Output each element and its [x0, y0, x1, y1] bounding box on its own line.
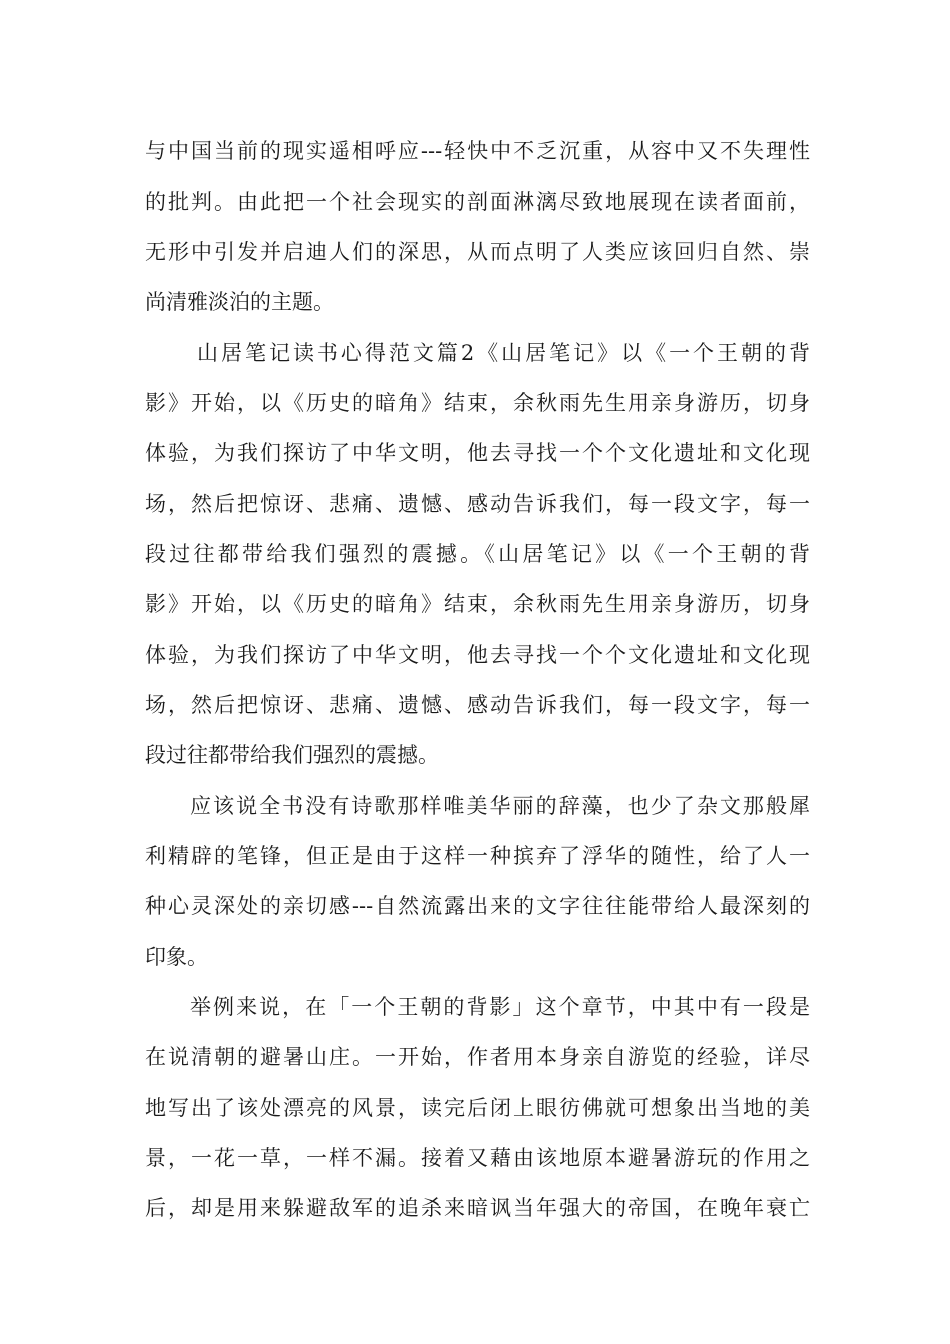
paragraph-4-line-2: 在说清朝的避暑山庄。一开始，作者用本身亲自游览的经验，详尽	[145, 1045, 810, 1069]
paragraph-2-line-3: 体验，为我们探访了中华文明，他去寻找一个个文化遗址和文化现	[145, 441, 810, 465]
paragraph-3-line-1: 应该说全书没有诗歌那样唯美华丽的辞藻，也少了杂文那般犀	[190, 794, 810, 818]
paragraph-2-line-1: 山居笔记读书心得范文篇2《山居笔记》以《一个王朝的背	[197, 341, 810, 365]
paragraph-2-line-2: 影》开始，以《历史的暗角》结束，余秋雨先生用亲身游历，切身	[145, 391, 810, 415]
paragraph-4-line-1: 举例来说，在「一个王朝的背影」这个章节，中其中有一段是	[190, 995, 810, 1019]
paragraph-2-line-4: 场，然后把惊讶、悲痛、遗憾、感动告诉我们，每一段文字，每一	[145, 492, 810, 516]
paragraph-4-line-3: 地写出了该处漂亮的风景，读完后闭上眼彷佛就可想象出当地的美	[145, 1096, 810, 1120]
paragraph-3-line-3: 种心灵深处的亲切感---自然流露出来的文字往往能带给人最深刻的	[145, 894, 810, 918]
paragraph-1-line-1: 与中国当前的现实遥相呼应---轻快中不乏沉重，从容中又不失理性	[145, 139, 810, 163]
paragraph-1-line-3: 无形中引发并启迪人们的深思，从而点明了人类应该回归自然、崇	[145, 240, 810, 264]
paragraph-2-line-6: 影》开始，以《历史的暗角》结束，余秋雨先生用亲身游历，切身	[145, 592, 810, 616]
paragraph-4-line-4: 景，一花一草，一样不漏。接着又藉由该地原本避暑游玩的作用之	[145, 1146, 810, 1170]
paragraph-2-line-7: 体验，为我们探访了中华文明，他去寻找一个个文化遗址和文化现	[145, 643, 810, 667]
paragraph-1-line-2: 的批判。由此把一个社会现实的剖面淋漓尽致地展现在读者面前，	[145, 190, 810, 214]
paragraph-2-line-8: 场，然后把惊讶、悲痛、遗憾、感动告诉我们，每一段文字，每一	[145, 693, 810, 717]
paragraph-2-line-5: 段过往都带给我们强烈的震撼。《山居笔记》以《一个王朝的背	[145, 542, 810, 566]
paragraph-1-line-4: 尚清雅淡泊的主题。	[145, 290, 334, 314]
paragraph-4-line-5: 后，却是用来躲避敌军的追杀来暗讽当年强大的帝国，在晚年衰亡	[145, 1196, 810, 1220]
paragraph-3-line-2: 利精辟的笔锋，但正是由于这样一种摈弃了浮华的随性，给了人一	[145, 844, 810, 868]
paragraph-2-line-9: 段过往都带给我们强烈的震撼。	[145, 743, 439, 767]
paragraph-3-line-4: 印象。	[145, 945, 208, 969]
